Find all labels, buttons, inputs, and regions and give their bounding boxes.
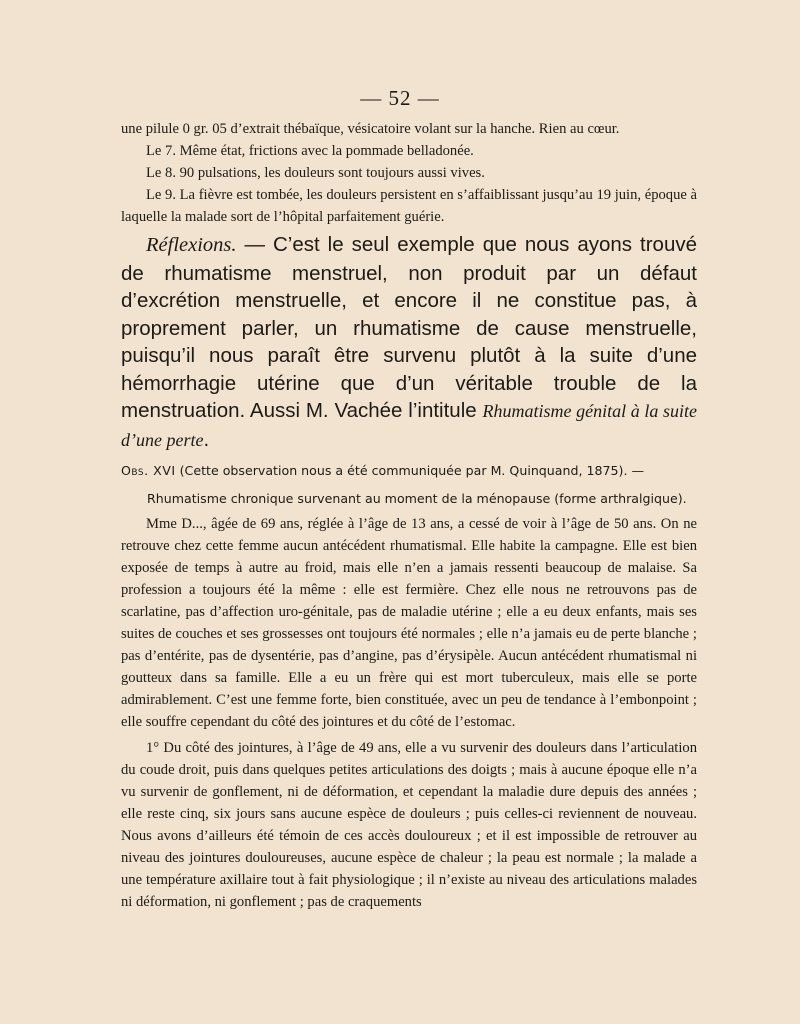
reflexions-end: . <box>203 427 210 451</box>
observation-label: Obs. XVI <box>121 463 176 478</box>
page-number: — 52 — <box>360 86 440 110</box>
reflexions-text: — C’est le seul exemple que nous ayons trouvé de rhumatisme menstruel, non produit par un défaut d’excrétion menstruelle, et encore il ne constitue pas, à proprement parler, un rhumatisme de cause menstruelle, puisqu’il nous paraît être survenu plutôt à la suite d’une hémorrhagie utérine que d’un véritable trouble de la menstruation. Aussi M. Vachée l’intitule <box>121 233 697 422</box>
observation-source: (Cette observation nous a été communiquée par M. Quinquand, 1875). — <box>175 463 645 478</box>
case-paragraph-2: 1° Du côté des jointures, à l’âge de 49 ans, elle a vu survenir des douleurs dans l’articulation du coude droit, puis dans quelques petites articulations des doigts ; mais à aucune époque elle n’a vu survenir de gonflement, ni de déformation, et cependant la maladie dure depuis des années ; elle reste cinq, six jours sans aucune espèce de douleurs ; puis celles-ci reviennent de nouveau. Nous avons d’ailleurs été témoin de ces accès douloureux ; et il est impossible de retrouver au niveau des jointures douloureuses, aucune espèce de chaleur ; la peau est normale ; la malade a une température axillaire tout à fait physiologique ; il n’existe au niveau des articulations malades ni déformation, ni gonflement ; pas de craquements <box>121 740 697 910</box>
reflexions-label: Réflexions. <box>146 234 237 256</box>
observation-header <box>121 461 697 482</box>
paragraph-day-7: Le 7. Même état, frictions avec la pommade belladonée. <box>146 143 474 159</box>
body-text <box>121 118 697 913</box>
paragraph-day-9: Le 9. La fièvre est tombée, les douleurs persistent en s’affaiblissant jusqu’au 19 juin, époque à laquelle la malade sort de l’hôpital parfaitement guérie. <box>121 187 697 225</box>
reflexions-italic-title: Rhumatisme génital à la suite d’une perte <box>121 401 697 450</box>
case-paragraph-1: Mme D..., âgée de 69 ans, réglée à l’âge de 13 ans, a cessé de voir à l’âge de 50 ans. On ne retrouve chez cette femme aucun antécédent rhumatismal. Elle habite la campagne. Elle est bien exposée de temps à autre au froid, mais elle n’en a jamais ressenti beaucoup de malaise. Sa profession a toujours été la même : elle est fermière. Chez elle nous ne retrouvons pas de scarlatine, pas d’affection uro-génitale, pas de maladie utérine ; elle a eu deux enfants, mais ses suites de couches et ses grossesses ont toujours été normales ; elle n’a jamais eu de perte blanche ; pas d’entérite, pas de dysentérie, pas d’angine, pas d’érysipèle. Aucun antécédent rhumatismal ni goutteux dans sa famille. Elle a eu un frère qui est mort tuberculeux, mais elle se porte admirablement. C’est une femme forte, bien constituée, avec un peu de tendance à l’embonpoint ; elle souffre cependant du côté des jointures et du côté de l’estomac. <box>121 516 697 730</box>
reflexions-paragraph <box>121 231 697 454</box>
observation-title: Rhumatisme chronique survenant au moment de la ménopause (forme arthralgique). <box>147 490 687 506</box>
paragraph-day-8: Le 8. 90 pulsations, les douleurs sont toujours aussi vives. <box>146 165 485 181</box>
paragraph-pill: une pilule 0 gr. 05 d’extrait thébaïque, vésicatoire volant sur la hanche. Rien au cœur. <box>121 121 620 137</box>
